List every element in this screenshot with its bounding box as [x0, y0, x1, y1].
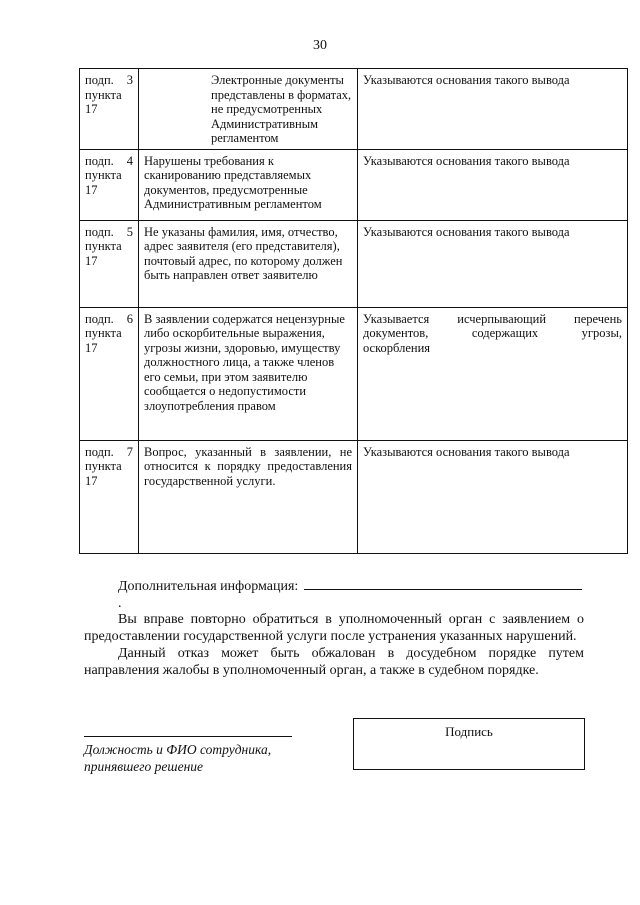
subclause-cell — [80, 440, 139, 553]
subclause-prefix: подп. — [85, 444, 114, 459]
table-row — [80, 307, 628, 440]
appeal-paragraph — [84, 645, 584, 679]
table-row — [80, 149, 628, 220]
subclause-point-number: 17 — [85, 253, 98, 268]
subclause-prefix: подп. — [85, 224, 114, 239]
refusal-reasons-table — [79, 68, 628, 554]
explanation-line: Указывается исчерпывающий перечень — [363, 311, 622, 326]
table-row — [80, 69, 628, 150]
subclause-cell — [80, 69, 139, 150]
subclause-number: 5 — [126, 224, 133, 239]
reason-cell: Вопрос, указанный в заявлении, не относится к порядку предоставления государственной услуги. — [139, 440, 358, 553]
additional-info-line — [304, 576, 582, 590]
reason-cell: Нарушены требования к сканированию представляемых документов, предусмотренные Административным регламентом — [139, 149, 358, 220]
additional-info-label: Дополнительная информация: — [118, 579, 299, 594]
signature-position-line — [84, 736, 292, 737]
page-number: 30 — [313, 38, 327, 53]
explanation-line: оскорбления — [363, 340, 431, 355]
subclause-number: 7 — [126, 444, 133, 459]
signature-box-label: Подпись — [445, 724, 493, 739]
reason-cell: Не указаны фамилия, имя, отчество, адрес заявителя (его представителя), почтовый адрес, по которому должен быть направлен ответ заявителю — [139, 220, 358, 307]
subclause-point: пункта — [85, 87, 122, 102]
subclause-number: 6 — [126, 311, 133, 326]
explanation-cell: Указываются основания такого вывода — [358, 440, 628, 553]
subclause-point-number: 17 — [85, 182, 98, 197]
reason-cell: В заявлении содержатся нецензурные либо оскорбительные выражения, угрозы жизни, здоровью, имуществу должностного лица, а также членов его семьи, при этом заявителю сообщается о недопустимости злоупотребления правом — [139, 307, 358, 440]
table-row — [80, 220, 628, 307]
reason-cell: Электронные документы представлены в форматах, не предусмотренных Административным регламентом — [139, 69, 358, 150]
appeal-text: Данный отказ может быть обжалован в досудебном порядке путем направления жалобы в уполномоченный орган, а также в судебном порядке. — [84, 646, 584, 678]
subclause-point-number: 17 — [85, 473, 98, 488]
signature-box — [353, 718, 585, 770]
explanation-cell — [358, 307, 628, 440]
explanation-line: документов, содержащих угрозы, — [363, 326, 622, 340]
subclause-cell — [80, 149, 139, 220]
explanation-cell: Указываются основания такого вывода — [358, 69, 628, 150]
subclause-prefix: подп. — [85, 73, 114, 87]
subclause-point-number: 17 — [85, 102, 98, 116]
reapply-paragraph — [84, 611, 584, 645]
subclause-point: пункта — [85, 168, 122, 182]
subclause-point: пункта — [85, 326, 122, 340]
table-row — [80, 440, 628, 553]
explanation-cell: Указываются основания такого вывода — [358, 220, 628, 307]
subclause-number: 4 — [126, 153, 133, 168]
subclause-cell — [80, 307, 139, 440]
reapply-text: Вы вправе повторно обратиться в уполномоченный орган с заявлением о предоставлении государственной услуги после устранения указанных нарушений. — [84, 612, 584, 644]
subclause-point: пункта — [85, 239, 122, 253]
subclause-number: 3 — [126, 73, 133, 87]
subclause-cell — [80, 220, 139, 307]
additional-info-end: . — [118, 596, 122, 611]
subclause-prefix: подп. — [85, 153, 114, 168]
subclause-point: пункта — [85, 459, 122, 473]
subclause-prefix: подп. — [85, 311, 114, 326]
signature-position-label: Должность и ФИО сотрудника, принявшего решение — [84, 742, 272, 774]
explanation-cell: Указываются основания такого вывода — [358, 149, 628, 220]
subclause-point-number: 17 — [85, 340, 98, 355]
additional-info — [84, 576, 584, 612]
